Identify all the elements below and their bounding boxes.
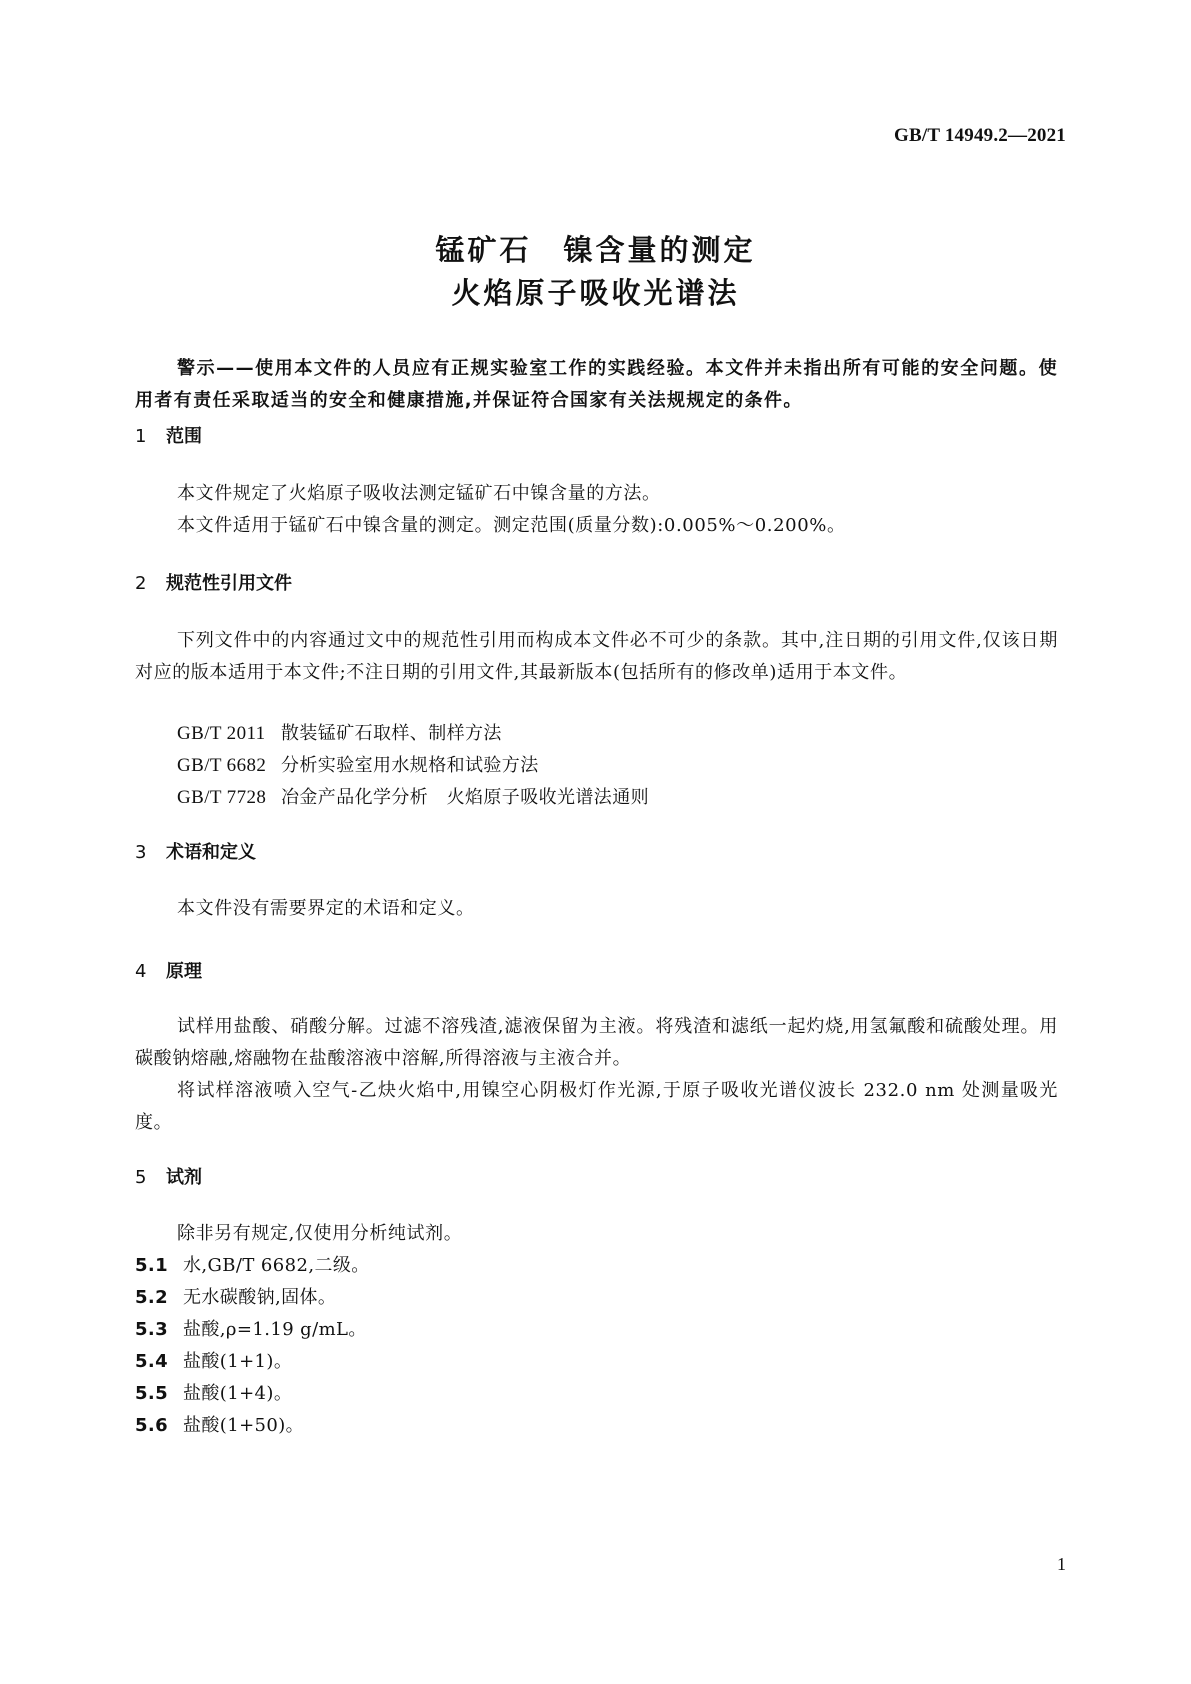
reagent-text: 盐酸(1+1)。 [183, 1351, 293, 1372]
reagent-number: 5.3 [135, 1319, 169, 1340]
reagent-item [135, 1378, 292, 1410]
section-number: 1 [135, 426, 147, 447]
reagent-text: 无水碳酸钠,固体。 [183, 1287, 337, 1308]
section-heading-reagents [135, 1166, 202, 1190]
reference-item [177, 718, 502, 750]
reference-code: GB/T 7728 [177, 787, 267, 808]
section-heading-references [135, 572, 292, 596]
reagent-text: 水,GB/T 6682,二级。 [183, 1255, 370, 1276]
reagent-number: 5.4 [135, 1351, 169, 1372]
section-number: 4 [135, 961, 147, 982]
section-title: 原理 [166, 961, 202, 982]
reference-item [177, 782, 649, 814]
reference-item [177, 750, 539, 782]
reagent-text: 盐酸(1+4)。 [183, 1383, 293, 1404]
document-title-line-1: 锰矿石 镍含量的测定 [435, 233, 756, 267]
scope-paragraph-2: 本文件适用于锰矿石中镍含量的测定。测定范围(质量分数):0.005%～0.200%。 [177, 515, 846, 536]
reagent-number: 5.6 [135, 1415, 169, 1436]
reagent-text: 盐酸(1+50)。 [183, 1415, 305, 1436]
section-title: 规范性引用文件 [166, 573, 292, 594]
reference-code: GB/T 6682 [177, 755, 267, 776]
reagent-item [135, 1314, 367, 1346]
references-intro: 下列文件中的内容通过文中的规范性引用而构成本文件必不可少的条款。其中,注日期的引用文件,仅该日期对应的版本适用于本文件;不注日期的引用文件,其最新版本(包括所有的修改单)适用于本文件。 [135, 630, 1058, 683]
terms-paragraph: 本文件没有需要界定的术语和定义。 [177, 898, 475, 919]
section-heading-scope [135, 425, 202, 449]
principle-paragraph-1: 试样用盐酸、硝酸分解。过滤不溶残渣,滤液保留为主液。将残渣和滤纸一起灼烧,用氢氟酸和硫酸处理。用碳酸钠熔融,熔融物在盐酸溶液中溶解,所得溶液与主液合并。 [135, 1016, 1058, 1069]
principle-paragraph-2: 将试样溶液喷入空气-乙炔火焰中,用镍空心阴极灯作光源,于原子吸收光谱仪波长 232.0 nm 处测量吸光度。 [135, 1080, 1058, 1133]
safety-warning: 警示——使用本文件的人员应有正规实验室工作的实践经验。本文件并未指出所有可能的安全问题。使用者有责任采取适当的安全和健康措施,并保证符合国家有关法规规定的条件。 [135, 358, 1058, 411]
reference-title: 分析实验室用水规格和试验方法 [281, 755, 539, 776]
reagent-text: 盐酸,ρ=1.19 g/mL。 [183, 1319, 367, 1340]
section-title: 试剂 [166, 1167, 202, 1188]
reagent-number: 5.1 [135, 1255, 169, 1276]
section-title: 术语和定义 [166, 842, 256, 863]
reference-code: GB/T 2011 [177, 723, 266, 744]
reference-title: 散装锰矿石取样、制样方法 [281, 723, 502, 744]
section-number: 3 [135, 842, 147, 863]
scope-paragraph-1: 本文件规定了火焰原子吸收法测定锰矿石中镍含量的方法。 [177, 483, 661, 504]
page-number: 1 [1057, 1554, 1066, 1574]
reagent-number: 5.5 [135, 1383, 169, 1404]
reagent-item [135, 1282, 336, 1314]
section-number: 2 [135, 573, 147, 594]
reagent-item [135, 1410, 304, 1442]
standard-number: GB/T 14949.2—2021 [894, 125, 1066, 146]
reagent-number: 5.2 [135, 1287, 169, 1308]
section-heading-principle [135, 960, 202, 984]
reference-title: 冶金产品化学分析 火焰原子吸收光谱法通则 [281, 787, 649, 808]
reagents-intro: 除非另有规定,仅使用分析纯试剂。 [177, 1223, 463, 1244]
document-title-line-2: 火焰原子吸收光谱法 [451, 276, 740, 310]
section-title: 范围 [166, 426, 202, 447]
reagent-item [135, 1250, 370, 1282]
section-number: 5 [135, 1167, 147, 1188]
reagent-item [135, 1346, 292, 1378]
section-heading-terms [135, 841, 256, 865]
